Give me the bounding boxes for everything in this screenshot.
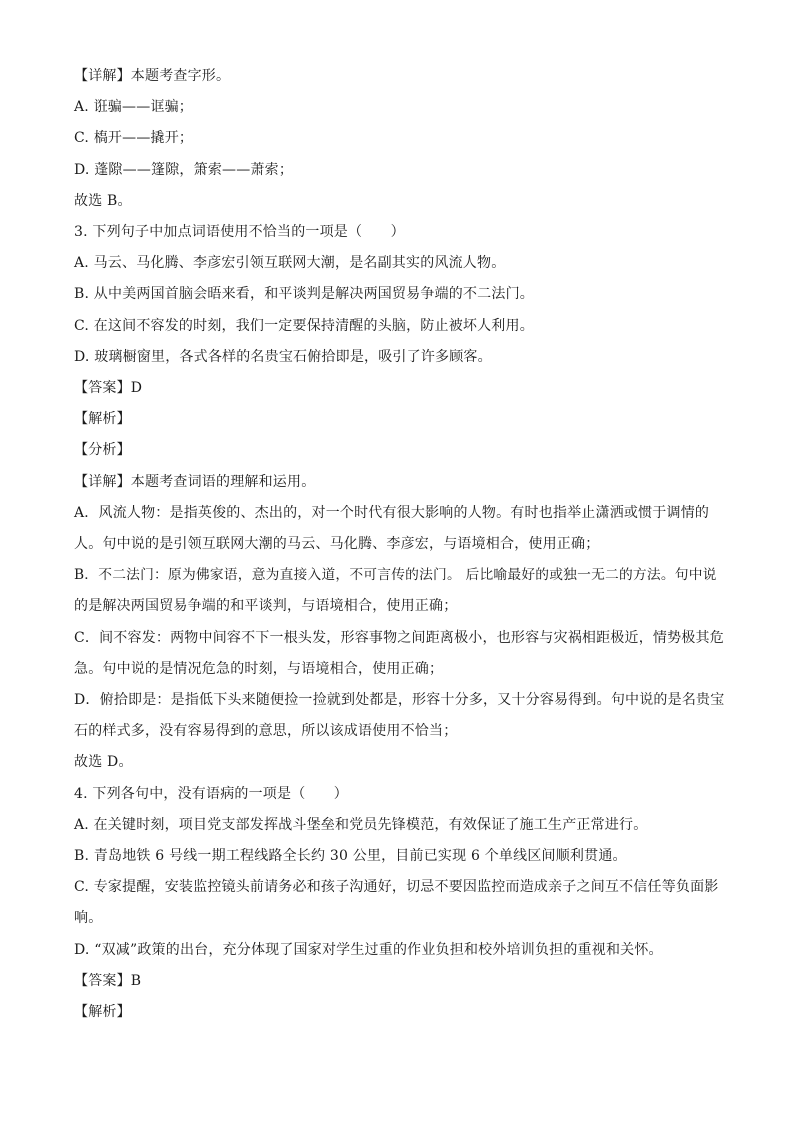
text-line: 急。句中说的是情况危急的时刻，与语境相合，使用正确； — [74, 660, 444, 677]
text-line: A．风流人物：是指英俊的、杰出的，对一个时代有很大影响的人物。有时也指举止潇洒或惯于调情的 — [74, 504, 710, 521]
text-line: 【解析】 — [74, 1004, 131, 1021]
text-line: 【答案】D — [74, 380, 143, 397]
text-line: D. 蓬隙——篷隙，箫索——萧索； — [74, 161, 294, 178]
text-line: B. 从中美两国首脑会晤来看，和平谈判是解决两国贸易争端的不二法门。 — [74, 286, 534, 303]
text-line: 3. 下列句子中加点词语使用不恰当的一项是（ ） — [74, 224, 405, 241]
text-line: A. 马云、马化腾、李彦宏引领互联网大潮，是名副其实的风流人物。 — [74, 255, 506, 272]
text-line: 人。句中说的是引领互联网大潮的马云、马化腾、李彦宏，与语境相合，使用正确； — [74, 536, 600, 553]
text-line: 故选 D。 — [74, 754, 133, 771]
text-line: C. 槗开——撬开； — [74, 130, 194, 147]
document-body — [74, 61, 724, 1028]
text-line: D. 玻璃橱窗里，各式各样的名贵宝石俯拾即是，吸引了许多顾客。 — [74, 348, 492, 365]
text-line: 【分析】 — [74, 442, 131, 459]
text-line: 故选 B。 — [74, 192, 132, 209]
text-line: 【详解】本题考查词语的理解和运用。 — [74, 473, 316, 490]
text-line: 4. 下列各句中，没有语病的一项是（ ） — [74, 785, 349, 802]
text-line: B．不二法门：原为佛家语，意为直接入道，不可言传的法门。 后比喻最好的或独一无二的方法。句中说 — [74, 567, 717, 584]
text-line: 响。 — [74, 910, 103, 927]
text-line: 【详解】本题考查字形。 — [74, 68, 231, 84]
text-line: D. “双减”政策的出台，充分体现了国家对学生过重的作业负担和校外培训负担的重视和关怀。 — [74, 941, 663, 958]
text-line: C. 专家提醒，安装监控镜头前请务必和孩子沟通好，切忌不要因监控而造成亲子之间互不信任等负面影 — [74, 879, 719, 896]
text-line: 石的样式多，没有容易得到的意思，所以该成语使用不恰当； — [74, 723, 458, 740]
text-line: D．俯拾即是：是指低下头来随便捡一捡就到处都是，形容十分多，又十分容易得到。句中说的是名贵宝 — [74, 692, 725, 709]
text-line: 【答案】B — [74, 972, 142, 989]
text-line: 的是解决两国贸易争端的和平谈判，与语境相合，使用正确； — [74, 598, 458, 615]
text-line: B. 青岛地铁 6 号线一期工程线路全长约 30 公里，目前已实现 6 个单线区间顺利贯通。 — [74, 848, 627, 865]
text-line: C．间不容发：两物中间容不下一根头发，形容事物之间距离极小，也形容与灾祸相距极近，情势极其危 — [74, 629, 724, 646]
text-line: A. 在关键时刻，项目党支部发挥战斗堡垒和党员先锋模范，有效保证了施工生产正常进行。 — [74, 816, 648, 833]
text-line: 【解析】 — [74, 411, 131, 428]
text-line: C. 在这间不容发的时刻，我们一定要保持清醒的头脑，防止被坏人利用。 — [74, 317, 534, 334]
text-line: A. 诳骗——诓骗； — [74, 99, 194, 116]
